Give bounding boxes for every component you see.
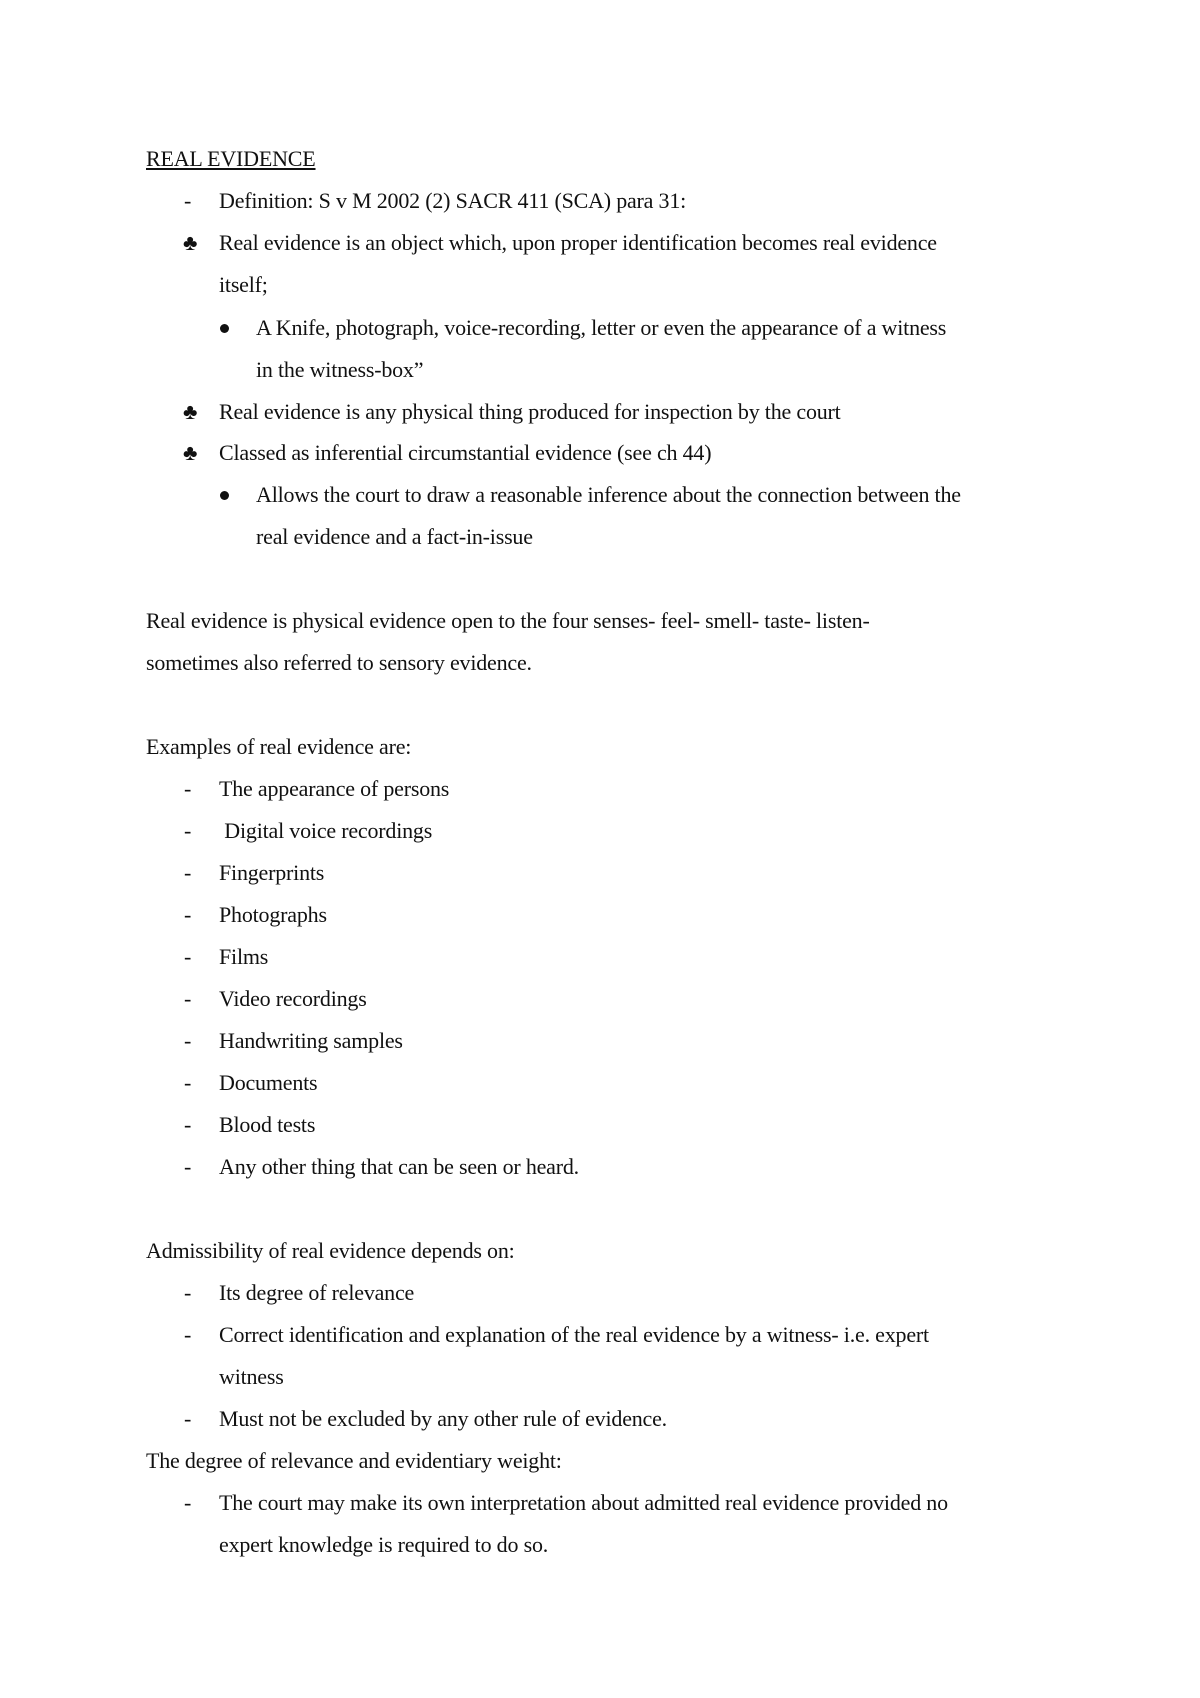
example-item: The appearance of persons bbox=[219, 776, 450, 801]
dash-marker: - bbox=[184, 776, 192, 801]
admissibility-item: Must not be excluded by any other rule of evidence. bbox=[219, 1406, 667, 1431]
example-item: Photographs bbox=[219, 902, 327, 927]
dash-marker: - bbox=[184, 902, 192, 927]
example-item: Documents bbox=[219, 1070, 318, 1095]
dash-marker: - bbox=[184, 818, 192, 843]
club-bullet-icon: ♣ bbox=[183, 440, 198, 465]
paragraph-line: Real evidence is physical evidence open to the four senses- feel- smell- taste- listen- bbox=[146, 608, 870, 633]
sub-bullet-line: Allows the court to draw a reasonable inference about the connection between the bbox=[256, 482, 961, 507]
sub-bullet-line: A Knife, photograph, voice-recording, letter or even the appearance of a witness bbox=[256, 315, 947, 340]
club-bullet-icon: ♣ bbox=[183, 230, 198, 255]
relevance-item: The court may make its own interpretation about admitted real evidence provided no bbox=[219, 1490, 948, 1515]
example-item: Video recordings bbox=[219, 986, 367, 1011]
dash-marker: - bbox=[184, 944, 192, 969]
example-item: Digital voice recordings bbox=[219, 818, 433, 843]
example-item: Fingerprints bbox=[219, 860, 325, 885]
dash-marker: - bbox=[184, 1406, 192, 1431]
example-item: Blood tests bbox=[219, 1112, 316, 1137]
relevance-item: expert knowledge is required to do so. bbox=[219, 1532, 549, 1557]
club-bullet-icon: ♣ bbox=[183, 399, 198, 424]
dash-marker: - bbox=[184, 1490, 192, 1515]
dash-marker: - bbox=[184, 1280, 192, 1305]
club-point-line: Classed as inferential circumstantial evidence (see ch 44) bbox=[219, 440, 712, 465]
relevance-intro: The degree of relevance and evidentiary weight: bbox=[146, 1448, 562, 1473]
dash-marker: - bbox=[184, 1070, 192, 1095]
example-item: Films bbox=[219, 944, 269, 969]
example-item: Any other thing that can be seen or heard. bbox=[219, 1154, 579, 1179]
admissibility-item: Correct identification and explanation of the real evidence by a witness- i.e. expert bbox=[219, 1322, 929, 1347]
dash-marker: - bbox=[184, 1322, 192, 1347]
dash-marker: - bbox=[184, 860, 192, 885]
sub-bullet-line: real evidence and a fact-in-issue bbox=[256, 524, 533, 549]
sub-bullet-line: in the witness-box” bbox=[256, 357, 424, 382]
dash-marker: - bbox=[184, 986, 192, 1011]
dash-marker: - bbox=[184, 1028, 192, 1053]
club-point-line: itself; bbox=[219, 272, 268, 297]
dash-marker: - bbox=[184, 188, 192, 213]
round-bullet-icon bbox=[220, 324, 229, 333]
examples-intro: Examples of real evidence are: bbox=[146, 734, 412, 759]
club-point-line: Real evidence is any physical thing produced for inspection by the court bbox=[219, 399, 841, 424]
admissibility-item: Its degree of relevance bbox=[219, 1280, 415, 1305]
club-point-line: Real evidence is an object which, upon proper identification becomes real evidence bbox=[219, 230, 937, 255]
admissibility-item: witness bbox=[219, 1364, 284, 1389]
dash-marker: - bbox=[184, 1112, 192, 1137]
dash-marker: - bbox=[184, 1154, 192, 1179]
example-item: Handwriting samples bbox=[219, 1028, 403, 1053]
document-title: REAL EVIDENCE bbox=[146, 146, 316, 171]
paragraph-line: sometimes also referred to sensory evidence. bbox=[146, 650, 532, 675]
round-bullet-icon bbox=[220, 491, 229, 500]
admissibility-intro: Admissibility of real evidence depends on: bbox=[146, 1238, 515, 1263]
definition-line: Definition: S v M 2002 (2) SACR 411 (SCA) para 31: bbox=[219, 188, 687, 213]
